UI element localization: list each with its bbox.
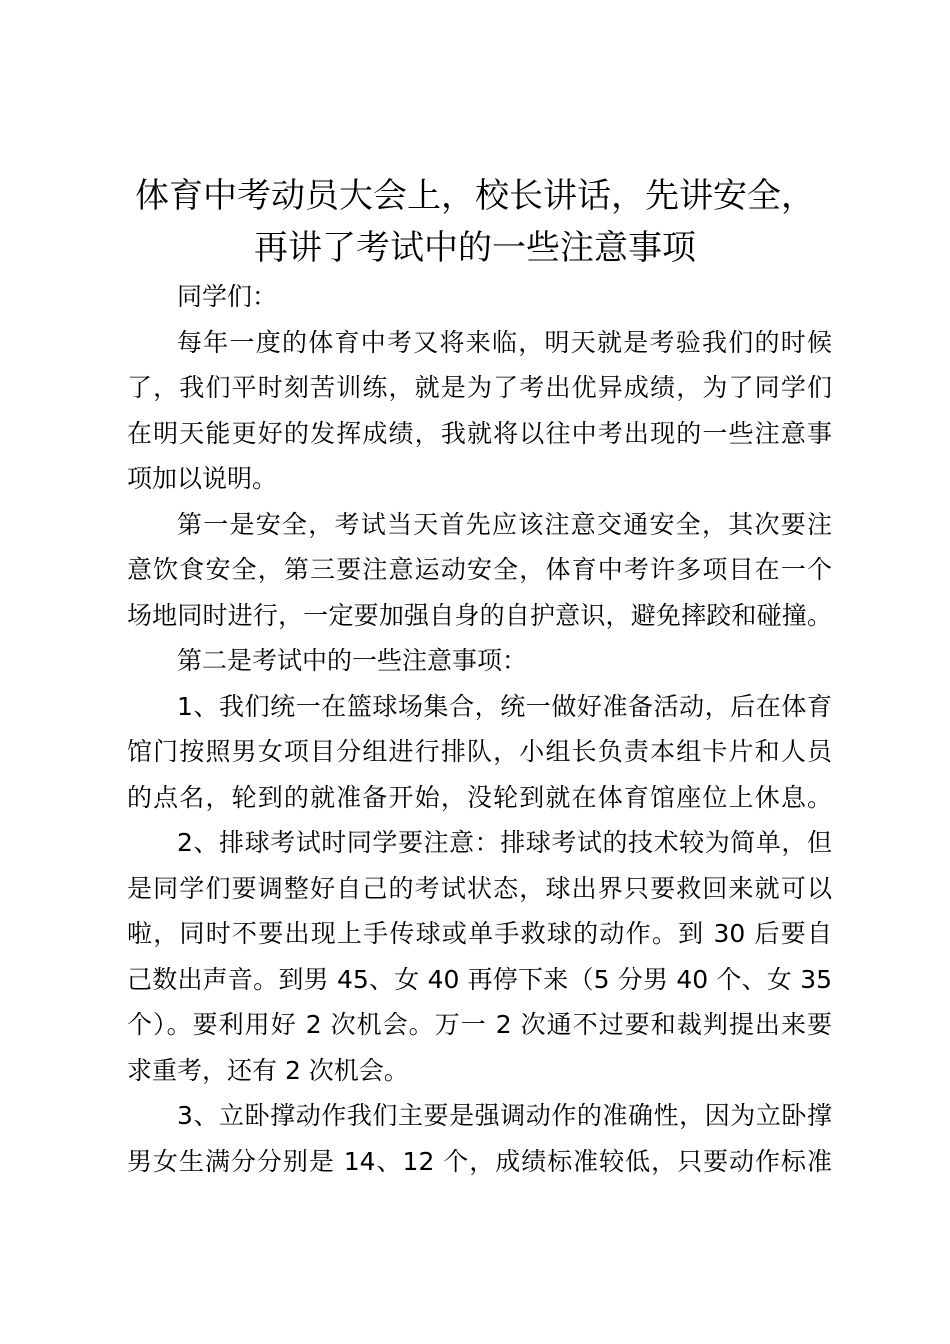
paragraph-line: 是同学们要调整好自己的考试状态，球出界只要救回来就可以 [127, 873, 832, 903]
paragraph-line: 的点名，轮到的就准备开始，没轮到就在体育馆座位上休息。 [127, 782, 832, 812]
paragraph-line: 场地同时进行，一定要加强自身的自护意识，避免摔跤和碰撞。 [127, 600, 832, 630]
paragraph-line: 个）。要利用好 2 次机会。万一 2 次通不过要和裁判提出来要 [127, 1010, 832, 1039]
paragraph-line: 每年一度的体育中考又将来临，明天就是考验我们的时候 [177, 327, 832, 357]
paragraph-line: 己数出声音。到男 45、女 40 再停下来（5 分男 40 个、女 35 [127, 964, 832, 994]
paragraph-line: 项加以说明。 [127, 464, 278, 493]
paragraph-line: 第一是安全，考试当天首先应该注意交通安全，其次要注 [177, 509, 832, 539]
paragraph-line: 3、立卧撑动作我们主要是强调动作的准确性，因为立卧撑 [177, 1101, 832, 1130]
paragraph-line: 男女生满分分别是 14、12 个，成绩标准较低，只要动作标准 [127, 1146, 832, 1176]
salutation: 同学们： [177, 282, 278, 311]
paragraph-line: 2、排球考试时同学要注意：排球考试的技术较为简单，但 [177, 828, 832, 857]
document-body [127, 274, 832, 1184]
paragraph-line: 馆门按照男女项目分组进行排队，小组长负责本组卡片和人员 [127, 737, 832, 766]
paragraph-line: 啦，同时不要出现上手传球或单手救球的动作。到 30 后要自 [127, 919, 832, 948]
title-line-1: 体育中考动员大会上，校长讲话，先讲安全， [135, 176, 815, 216]
document-title [100, 170, 850, 274]
paragraph-line: 求重考，还有 2 次机会。 [127, 1055, 409, 1085]
paragraph-line: 了，我们平时刻苦训练，就是为了考出优异成绩，为了同学们 [127, 373, 832, 402]
paragraph-line: 第二是考试中的一些注意事项： [177, 646, 528, 675]
paragraph-line: 在明天能更好的发挥成绩，我就将以往中考出现的一些注意事 [127, 418, 832, 448]
paragraph-line: 1、我们统一在篮球场集合，统一做好准备活动，后在体育 [177, 691, 832, 721]
title-line-2: 再讲了考试中的一些注意事项 [254, 228, 696, 268]
paragraph-line: 意饮食安全，第三要注意运动安全，体育中考许多项目在一个 [127, 555, 832, 584]
